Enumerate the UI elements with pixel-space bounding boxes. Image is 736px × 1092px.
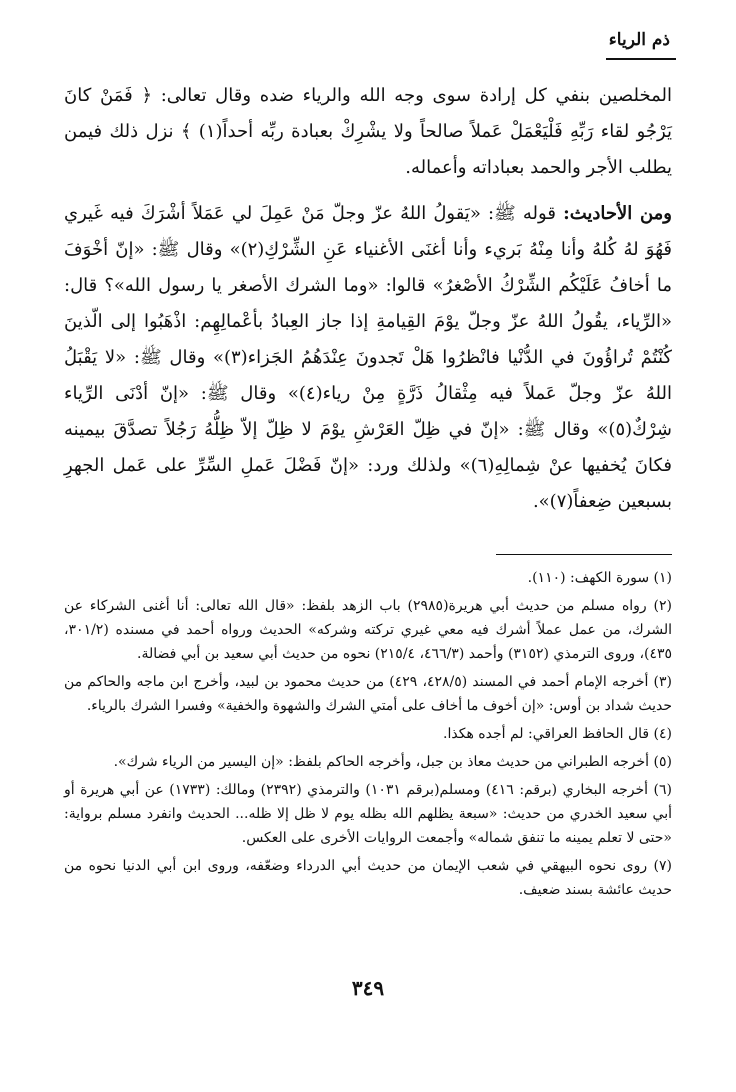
paragraph-2 xyxy=(64,196,672,520)
footnote-6: (٦) أخرجه البخاري (برقم: ٤١٦) ومسلم(برقم ١٠٣١) والترمذي (٢٣٩٢) ومالك: (١٧٣٣) عن أبي هريرة أو أبي سعيد الخدري من حديث: «سبعة يظلهم الله بظله يوم لا ظل إلا ظله... الحديث وانفرد مسلم برواية: «حتى لا تعلم يمينه ما تنفق شماله» وأجمعت الروايات الأخرى على العكس. xyxy=(64,782,672,846)
footnote-4: (٤) قال الحافظ العراقي: لم أجده هكذا. xyxy=(443,726,672,742)
paragraph-2-lead: ومن الأحاديث: xyxy=(563,203,672,224)
page-number: ٣٤٩ xyxy=(351,976,385,1000)
main-text xyxy=(64,78,672,520)
paragraph-2-text: قوله ﷺ: «يَقولُ اللهُ عزّ وجلّ مَنْ عَمِلَ لي عَمَلاً أشْرَكَ فيه غَيري فَهُوَ لهُ كُلهُ وأنا مِنْهُ بَريء وأنا أغنَى الأغنياء عَنِ الشِّرْكِ(٢)» وقال ﷺ: «إنّ أخْوَفَ ما أخافُ عَلَيْكُم الشِّرْكُ الأصْغرُ» قالوا: «وما الشرك الأصغر يا رسول الله»؟ قال: «الرِّياء، يقُولُ اللهُ عزّ وجلّ يوْمَ القِيامةِ إذا جاز العِبادُ بأعْمالِهِم: اذْهَبُوا إلى الّذينَ كُنْتُمْ تُراؤُونَ في الدُّنْيا فانْظرُوا هَلْ تَجدونَ عِنْدَهُمُ الجَزاء(٣)» وقال ﷺ: «لا يَقْبَلُ اللهُ عزّ وجلّ عَملاً فيه مِثْقالُ ذَرَّةٍ مِنْ رياء(٤)» وقال ﷺ: «إنّ أدْنَى الرِّياء شِرْكٌ(٥)» وقال ﷺ: «إنّ في ظِلّ العَرْشِ يوْمَ لا ظِلّ إلاّ ظِلُّهُ رَجُلاً تصدَّقَ بيمينه فكانَ يُخفيها عنْ شِمالِهِ(٦)» ولذلك ورد: «إنّ فَضْلَ عَملِ السِّرِّ على عَمل الجهرِ بسبعين ضِعفاً(٧)». xyxy=(64,203,673,512)
running-header: ذم الرياء xyxy=(608,30,670,50)
footnote-5: (٥) أخرجه الطبراني من حديث معاذ بن جبل، وأخرجه الحاكم بلفظ: «إن اليسير من الرياء شرك». xyxy=(113,754,672,770)
footnote-1: (١) سورة الكهف: (١١٠). xyxy=(527,570,672,586)
footnote-3: (٣) أخرجه الإمام أحمد في المسند (٤٢٨/٥، ٤٢٩) من حديث محمود بن لبيد، وأخرج ابن ماجه والحاكم من حديث شداد بن أوس: «إن أخوف ما أخاف على أمتي الشرك والشهوة والخفية» وفسرا الشرك بالرياء. xyxy=(64,674,672,714)
header-rule xyxy=(606,58,676,60)
footnote-separator xyxy=(496,554,672,555)
footnote-7: (٧) روى نحوه البيهقي في شعب الإيمان من حديث أبي الدرداء وضعّفه، وروى ابن أبي الدنيا نحوه من حديث عائشة بسند ضعيف. xyxy=(64,858,672,898)
footnotes xyxy=(64,566,672,906)
footnote-2: (٢) رواه مسلم من حديث أبي هريرة(٢٩٨٥) باب الزهد بلفظ: «قال الله تعالى: أنا أغنى الشركاء عن الشرك، من عمل عملاً أشرك فيه معي غيري تركته وشركه» الحديث ورواه أحمد في مسنده (٣٠١/٢، ٤٣٥)، وروى الترمذي (٣١٥٢) وأحمد (٤٦٦/٣، ٢١٥/٤) نحوه من حديث أبي سعيد بن أبي فضالة. xyxy=(64,598,672,662)
paragraph-1: المخلصين بنفي كل إرادة سوى وجه الله والرياء ضده وقال تعالى: ﴿ فَمَنْ كانَ يَرْجُو لقاء رَبِّهِ فَلْيَعْمَلْ عَملاً صالحاً ولا يشْرِكْ بعبادة ربِّه أحداً(١) ﴾ نزل ذلك فيمن يطلب الأجر والحمد بعباداته وأعماله. xyxy=(64,85,672,178)
